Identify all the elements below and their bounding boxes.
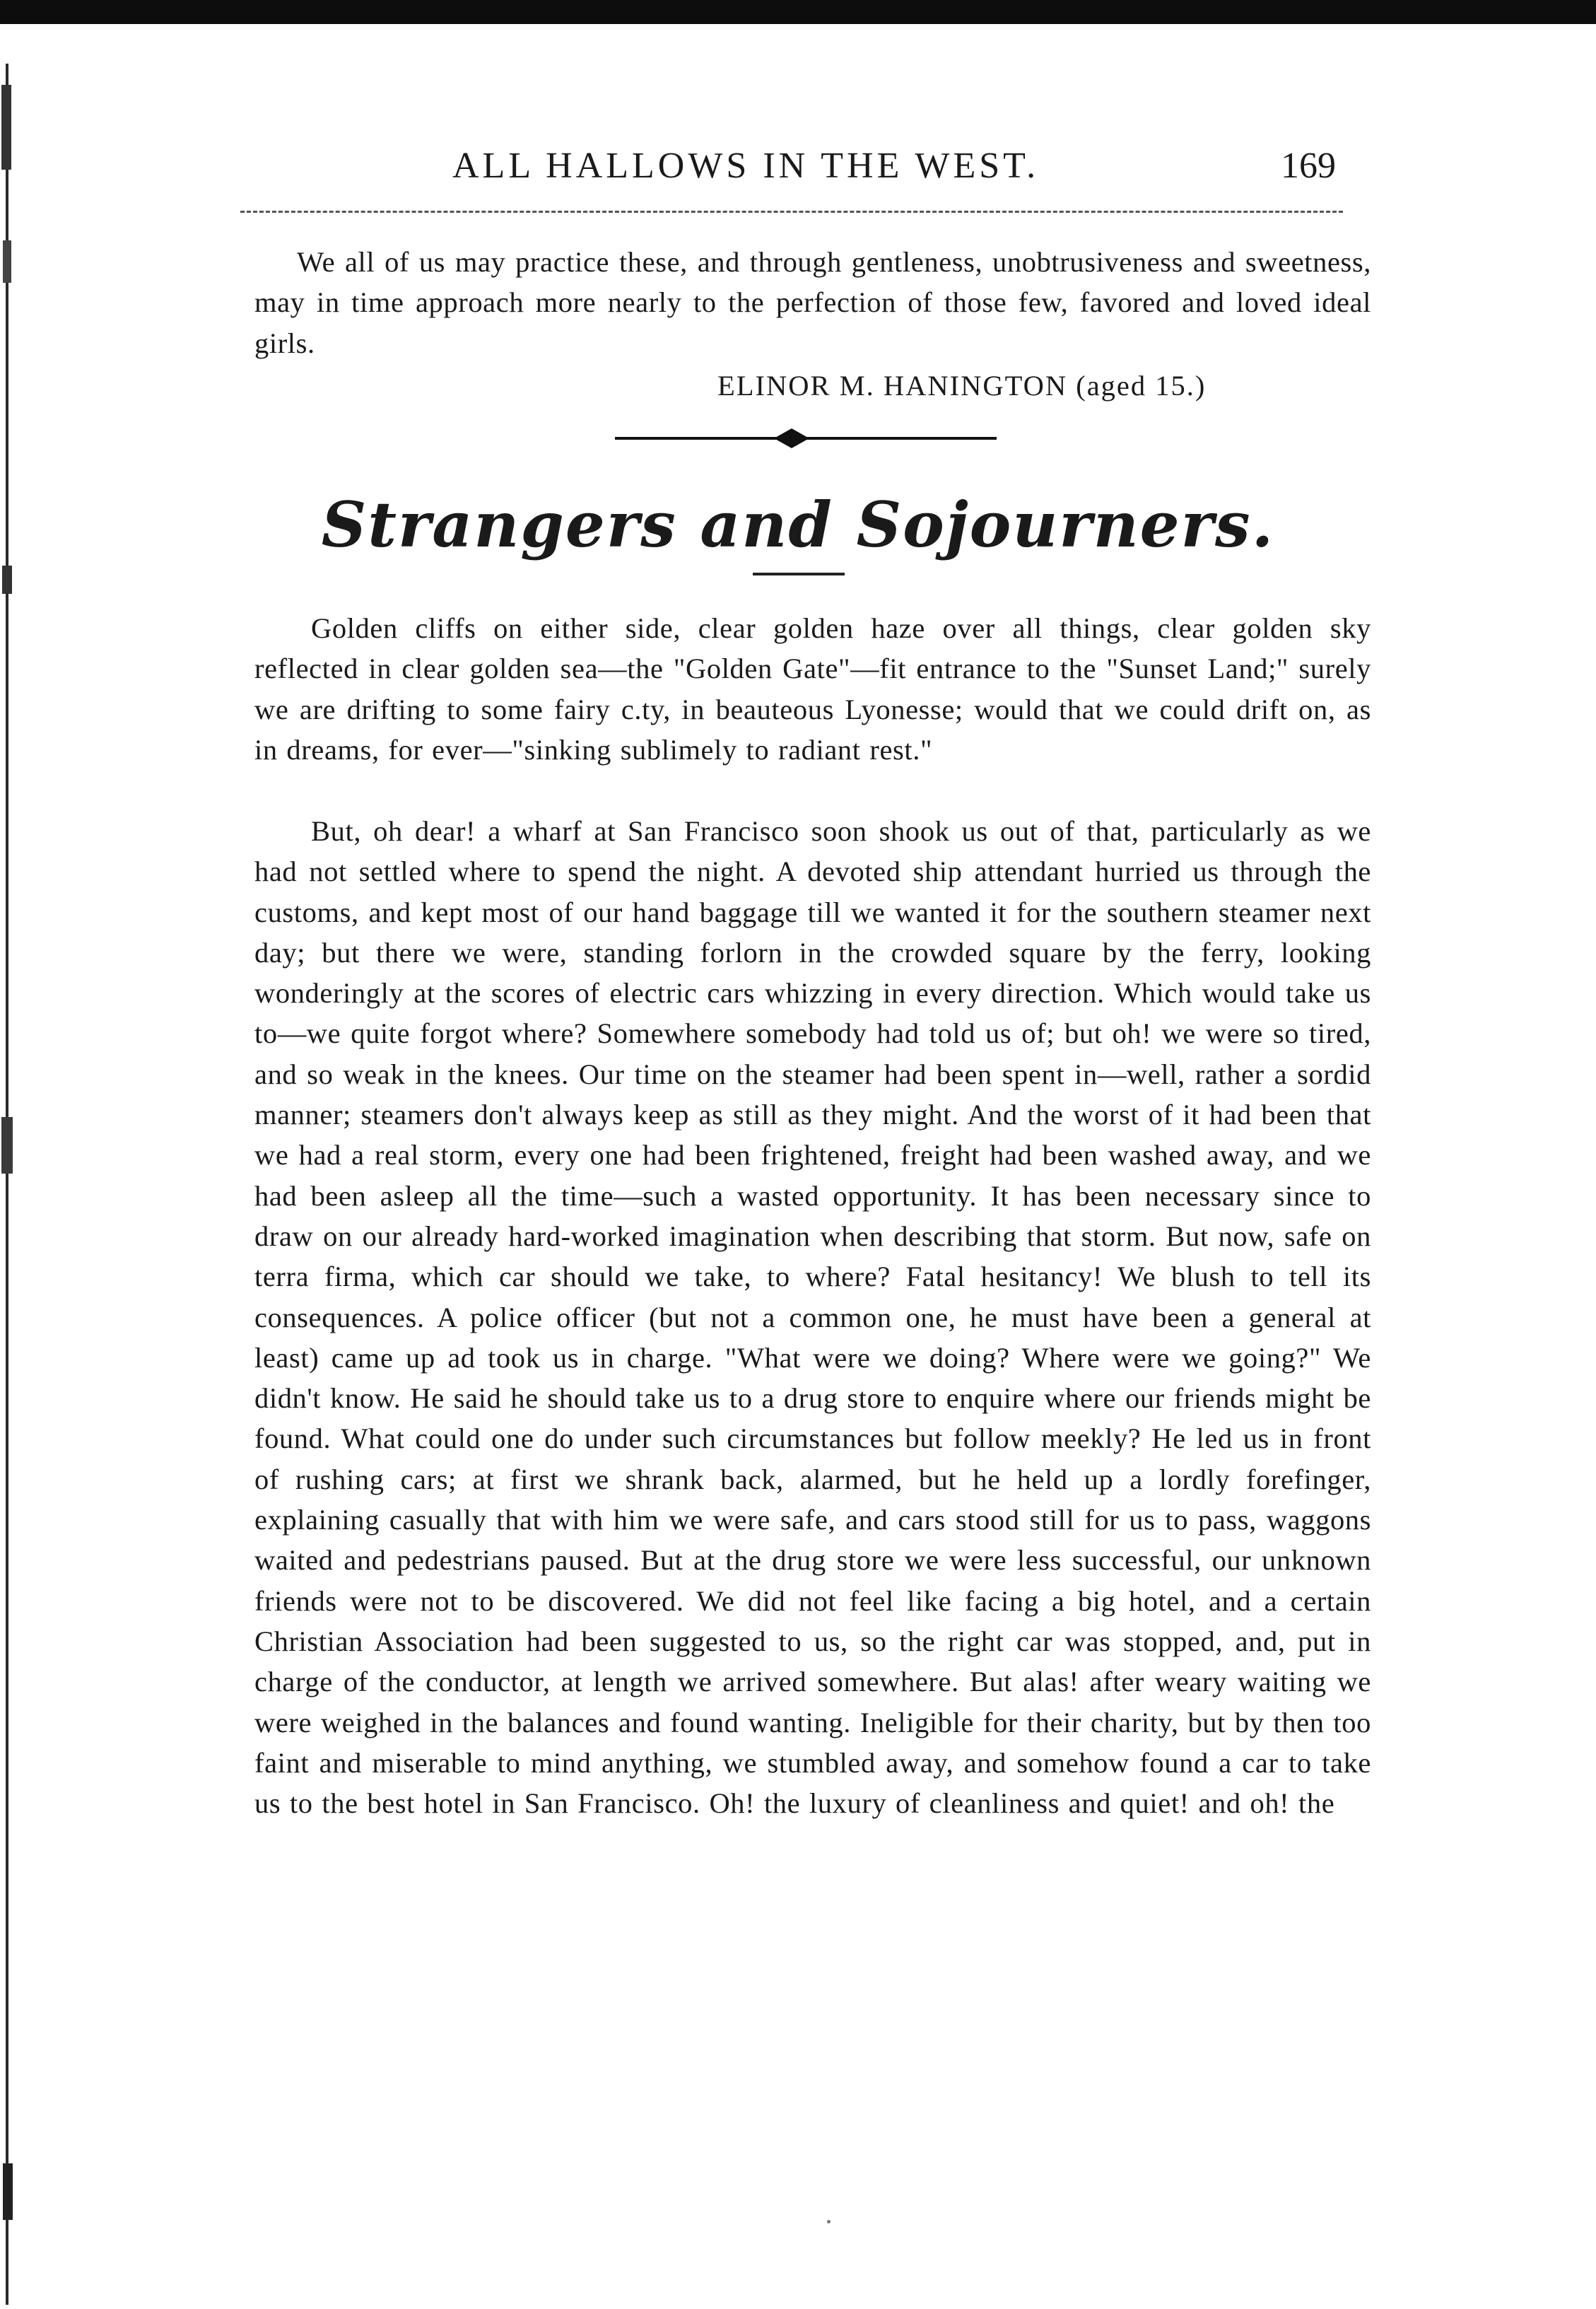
top-edge-rule <box>0 0 1596 24</box>
article-paragraph-1: Golden cliffs on either side, clear golden haze over all things, clear golden sky reflected in clear golden sea—the "Golden Gate"—fit entrance to the "Sunset Land;" surely we are drifting to some fairy c.ty, in beauteous Lyonesse; would that we could drift on, as in dreams, for ever—"sinking sublimely to radiant rest." <box>254 612 1371 766</box>
running-head <box>452 145 1371 201</box>
author-signature: ELINOR M. HANINGTON (aged 15.) <box>717 370 1207 402</box>
article-title: Strangers and Sojourners. <box>321 488 1275 561</box>
section-divider-ornament <box>615 424 997 452</box>
running-title: ALL HALLOWS IN THE WEST. <box>452 146 1040 186</box>
intro-paragraph: We all of us may practice these, and through gentleness, unobtrusiveness and sweetness, may in time approach more nearly to the perfection of those few, favored and loved ideal girls. <box>254 246 1371 359</box>
header-rule <box>240 211 1343 216</box>
article-paragraph-2: But, oh dear! a wharf at San Francisco soon shook us out of that, particularly as we had not settled where to spend the night. A devoted ship attendant hurried us through the customs, and kept most of our hand baggage till we wanted it for the southern steamer next day; but there we were, standing forlorn in the crowded square by the ferry, looking wonderingly at the scores of electric cars whizzing in every direction. Which would take us to—we quite forgot where? Somewhere somebody had told us of; but oh! we were so tired, and so weak in the knees. Our time on the steamer had been spent in—well, rather a sordid manner; steamers don't always keep as still as they might. And the worst of it had been that we had a real storm, every one had been frightened, freight had been washed away, and we had been asleep all the time—such a wasted opportunity. It has been necessary since to draw on our already hard-worked imagination when describing that storm. But now, safe on terra firma, which car should we take, to where? Fatal hesitancy! We blush to tell its consequences. A police officer (but not a common one, he must have been a general at least) came up ad took us in charge. "What were we doing? Where were we going?" We didn't know. He said he should take us to a drug store to enquire where our friends might be found. What could one do under such circumstances but follow meekly? He led us in front of rushing cars; at first we shrank back, alarmed, but he held up a lordly forefinger, explaining casually that with him we were safe, and cars stood still for us to pass, waggons waited and pedestrians paused. But at the drug store we were less successful, our unknown friends were not to be discovered. We did not feel like facing a big hotel, and a certain Christian Association had been suggested to us, so the right car was stopped, and, put in charge of the conductor, at length we arrived somewhere. But alas! after weary waiting we were weighed in the balances and found wanting. Ineligible for their charity, but by then too faint and miserable to mind anything, we stumbled away, and somehow found a car to take us to the best hotel in San Francisco. Oh! the luxury of cleanliness and quiet! and oh! the <box>254 815 1371 1820</box>
page-speck <box>827 2220 831 2223</box>
page-number: 169 <box>1281 146 1336 186</box>
binding-edge-marks <box>0 57 28 2309</box>
title-underline <box>753 573 845 575</box>
